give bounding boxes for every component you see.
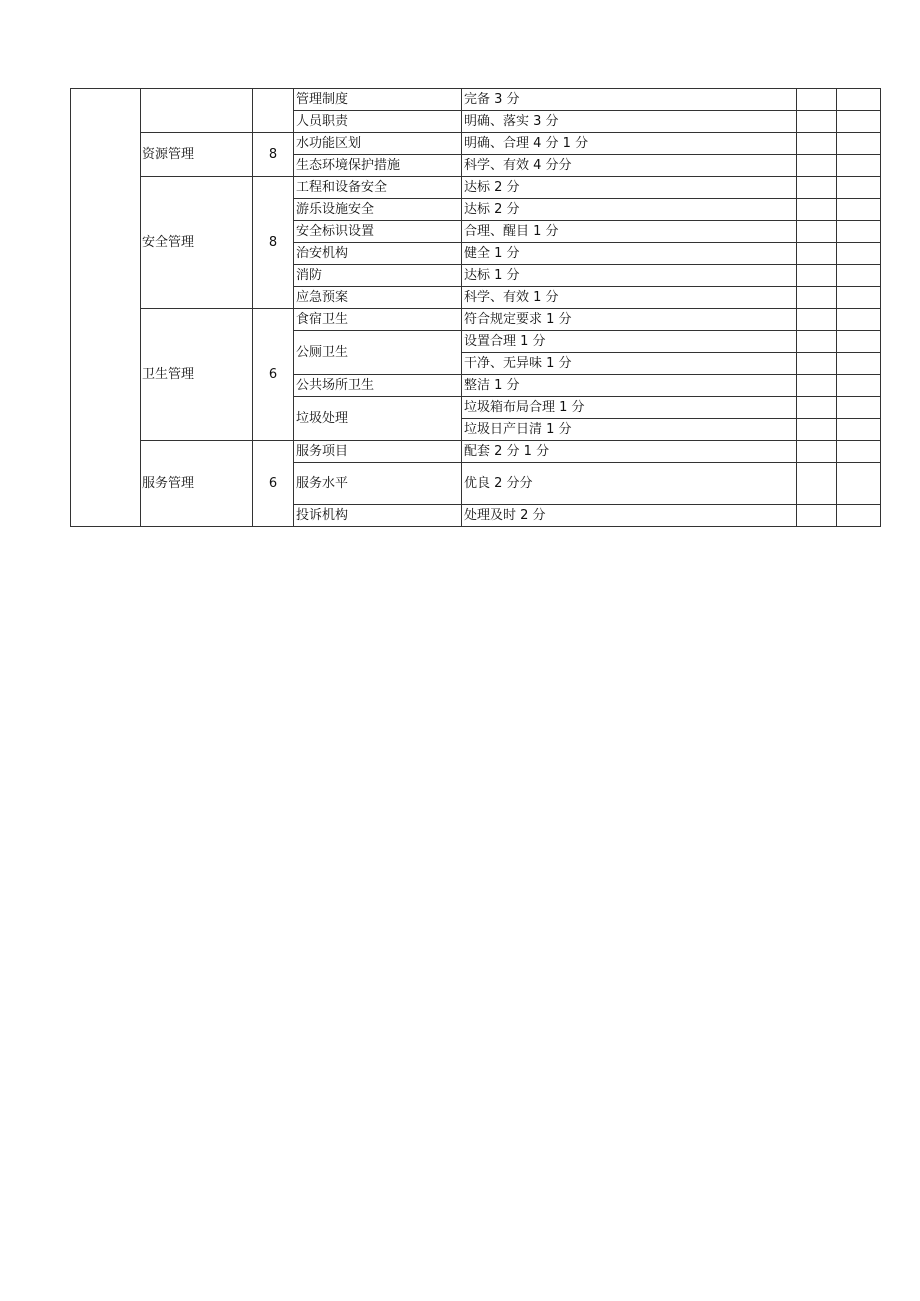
- criteria-cell: 优良 2 分分: [462, 463, 797, 505]
- check-cell: [837, 177, 881, 199]
- score-cell: 8: [253, 133, 294, 177]
- check-cell: [837, 397, 881, 419]
- item-name-cell: 生态环境保护措施: [294, 155, 462, 177]
- actual-score-cell: [797, 441, 837, 463]
- actual-score-cell: [797, 353, 837, 375]
- actual-score-cell: [797, 419, 837, 441]
- actual-score-cell: [797, 111, 837, 133]
- item-name-cell: 服务水平: [294, 463, 462, 505]
- section-cell: [71, 89, 141, 527]
- item-name-cell: 投诉机构: [294, 505, 462, 527]
- criteria-cell: 合理、醒目 1 分: [462, 221, 797, 243]
- actual-score-cell: [797, 265, 837, 287]
- actual-score-cell: [797, 309, 837, 331]
- score-cell: 8: [253, 177, 294, 309]
- evaluation-table: [70, 88, 881, 527]
- actual-score-cell: [797, 177, 837, 199]
- actual-score-cell: [797, 287, 837, 309]
- category-cell: [141, 89, 253, 133]
- check-cell: [837, 221, 881, 243]
- actual-score-cell: [797, 199, 837, 221]
- item-name-cell: 消防: [294, 265, 462, 287]
- criteria-cell: 设置合理 1 分: [462, 331, 797, 353]
- score-cell: 6: [253, 441, 294, 527]
- actual-score-cell: [797, 155, 837, 177]
- criteria-cell: 干净、无异味 1 分: [462, 353, 797, 375]
- actual-score-cell: [797, 331, 837, 353]
- table-row: [71, 441, 881, 463]
- check-cell: [837, 375, 881, 397]
- criteria-cell: 垃圾箱布局合理 1 分: [462, 397, 797, 419]
- item-name-cell: 工程和设备安全: [294, 177, 462, 199]
- check-cell: [837, 419, 881, 441]
- check-cell: [837, 309, 881, 331]
- check-cell: [837, 265, 881, 287]
- table-row: [71, 89, 881, 111]
- criteria-cell: 明确、落实 3 分: [462, 111, 797, 133]
- item-name-cell: 公共场所卫生: [294, 375, 462, 397]
- category-cell: 卫生管理: [141, 309, 253, 441]
- item-name-cell: 游乐设施安全: [294, 199, 462, 221]
- score-cell: 6: [253, 309, 294, 441]
- criteria-cell: 达标 2 分: [462, 177, 797, 199]
- actual-score-cell: [797, 221, 837, 243]
- criteria-cell: 达标 1 分: [462, 265, 797, 287]
- check-cell: [837, 441, 881, 463]
- item-name-cell: 治安机构: [294, 243, 462, 265]
- criteria-cell: 明确、合理 4 分 1 分: [462, 133, 797, 155]
- actual-score-cell: [797, 463, 837, 505]
- item-name-cell: 水功能区划: [294, 133, 462, 155]
- criteria-cell: 整洁 1 分: [462, 375, 797, 397]
- check-cell: [837, 199, 881, 221]
- item-name-cell: 管理制度: [294, 89, 462, 111]
- category-cell: 资源管理: [141, 133, 253, 177]
- check-cell: [837, 111, 881, 133]
- criteria-cell: 完备 3 分: [462, 89, 797, 111]
- actual-score-cell: [797, 243, 837, 265]
- item-name-cell: 应急预案: [294, 287, 462, 309]
- actual-score-cell: [797, 505, 837, 527]
- actual-score-cell: [797, 375, 837, 397]
- category-cell: 安全管理: [141, 177, 253, 309]
- check-cell: [837, 155, 881, 177]
- criteria-cell: 达标 2 分: [462, 199, 797, 221]
- item-name-cell: 人员职责: [294, 111, 462, 133]
- check-cell: [837, 133, 881, 155]
- check-cell: [837, 505, 881, 527]
- actual-score-cell: [797, 89, 837, 111]
- criteria-cell: 科学、有效 1 分: [462, 287, 797, 309]
- table-row: [71, 177, 881, 199]
- score-cell: [253, 89, 294, 133]
- table-row: [71, 133, 881, 155]
- check-cell: [837, 243, 881, 265]
- criteria-cell: 处理及时 2 分: [462, 505, 797, 527]
- item-name-cell: 公厕卫生: [294, 331, 462, 375]
- check-cell: [837, 89, 881, 111]
- criteria-cell: 符合规定要求 1 分: [462, 309, 797, 331]
- check-cell: [837, 353, 881, 375]
- item-name-cell: 垃圾处理: [294, 397, 462, 441]
- table-row: [71, 309, 881, 331]
- check-cell: [837, 331, 881, 353]
- item-name-cell: 服务项目: [294, 441, 462, 463]
- item-name-cell: 安全标识设置: [294, 221, 462, 243]
- check-cell: [837, 287, 881, 309]
- item-name-cell: 食宿卫生: [294, 309, 462, 331]
- category-cell: 服务管理: [141, 441, 253, 527]
- actual-score-cell: [797, 397, 837, 419]
- criteria-cell: 健全 1 分: [462, 243, 797, 265]
- criteria-cell: 科学、有效 4 分分: [462, 155, 797, 177]
- actual-score-cell: [797, 133, 837, 155]
- criteria-cell: 垃圾日产日清 1 分: [462, 419, 797, 441]
- check-cell: [837, 463, 881, 505]
- criteria-cell: 配套 2 分 1 分: [462, 441, 797, 463]
